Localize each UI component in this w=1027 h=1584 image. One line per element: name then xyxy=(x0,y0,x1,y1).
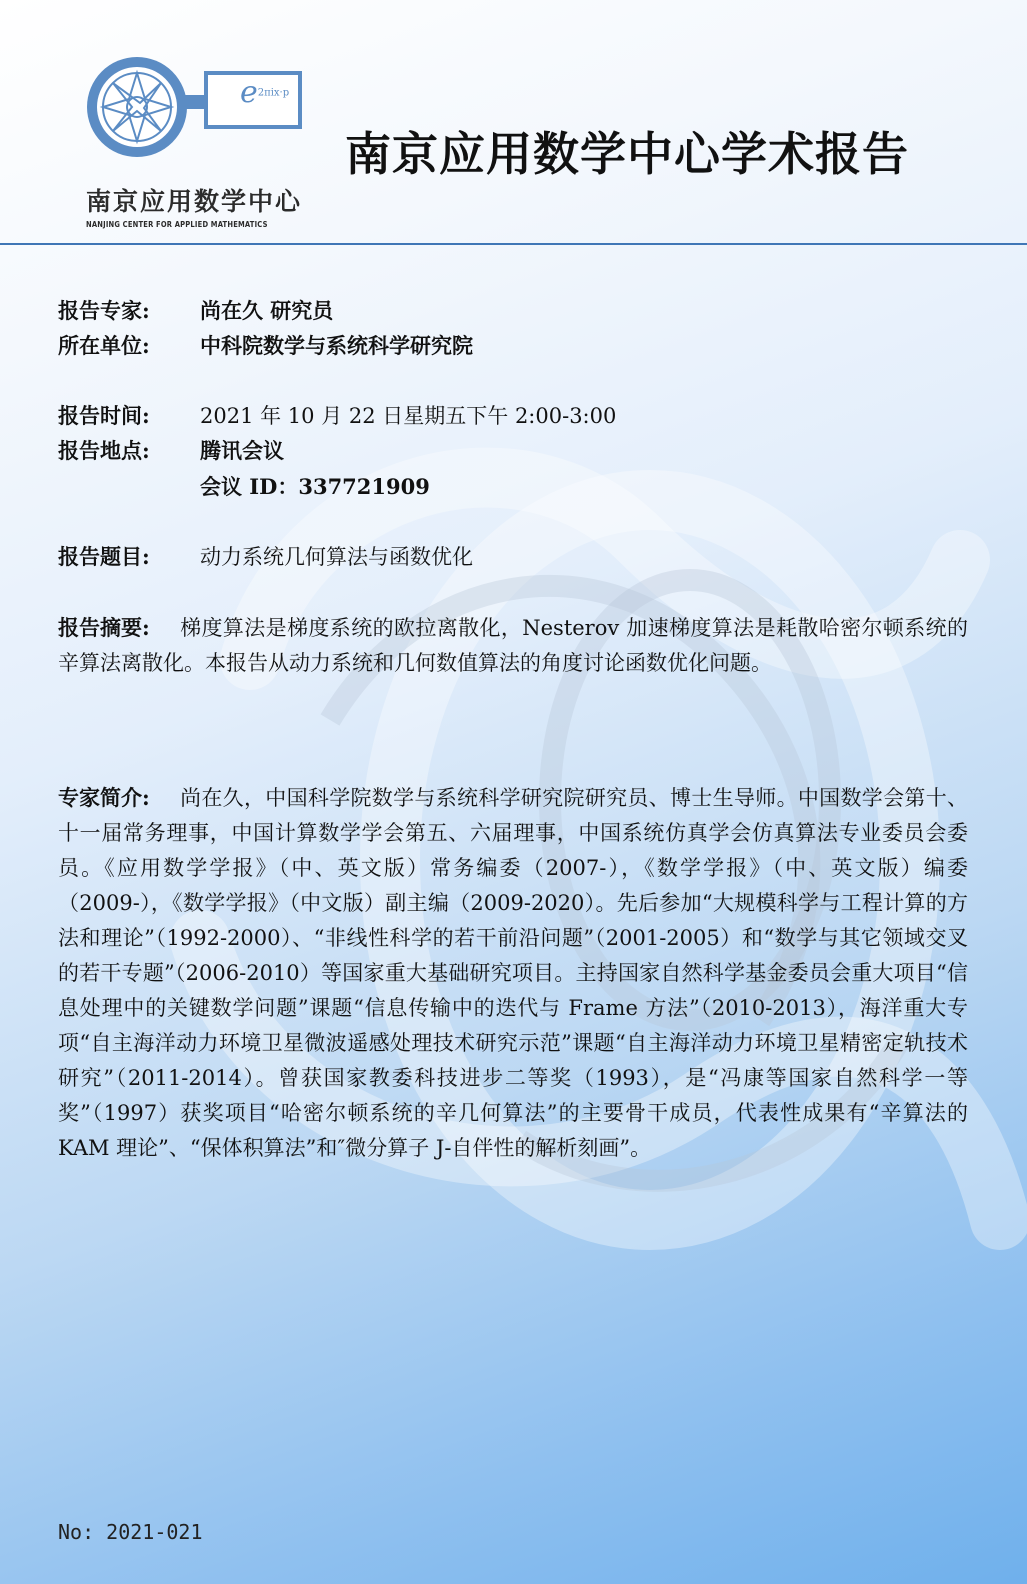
speaker-value: 尚在久 研究员 xyxy=(200,298,334,323)
place-value: 腾讯会议 xyxy=(200,438,284,463)
speaker-label: 报告专家: xyxy=(58,298,150,323)
topic-label: 报告题目: xyxy=(58,544,150,569)
document-number: No: 2021-021 xyxy=(58,1520,203,1544)
unit-value: 中科院数学与系统科学研究院 xyxy=(200,333,473,358)
topic-value: 动力系统几何算法与函数优化 xyxy=(200,545,473,569)
logo-formula: $e^{2\pi ix\cdot p}$ xyxy=(240,75,290,110)
place-label: 报告地点: xyxy=(58,438,150,463)
logo-name-english: NANJING CENTER FOR APPLIED MATHEMATICS xyxy=(86,220,268,229)
place-row xyxy=(58,436,284,466)
meeting-id: 会议 ID：337721909 xyxy=(200,474,430,499)
abstract-text: 梯度算法是梯度系统的欧拉离散化，Nesterov 加速梯度算法是耗散哈密尔顿系统的辛算法离散化。本报告从动力系统和几何数值算法的角度讨论函数优化问题。 xyxy=(58,616,968,675)
time-label: 报告时间: xyxy=(58,403,150,428)
meeting-id-row xyxy=(58,472,430,502)
page-title: 南京应用数学中心学术报告 xyxy=(345,127,909,181)
logo-name-chinese: 南京应用数学中心 xyxy=(86,187,303,216)
topic-row xyxy=(58,542,473,572)
speaker-row xyxy=(58,296,333,326)
bio-label: 专家简介: xyxy=(58,785,150,810)
unit-row xyxy=(58,331,473,361)
bio-section xyxy=(58,780,968,1166)
abstract-label: 报告摘要: xyxy=(58,615,150,640)
unit-label: 所在单位: xyxy=(58,333,150,358)
time-row xyxy=(58,401,616,431)
bio-text: 尚在久，中国科学院数学与系统科学研究院研究员、博士生导师。中国数学会第十、十一届常务理事，中国计算数学学会第五、六届理事，中国系统仿真学会仿真算法专业委员会委员。《应用数学学报》（中、英文版）常务编委（2007-），《数学学报》（中、英文版）编委（2009-），《数学学报》（中文版）副主编（2009-2020）。先后参加“大规模科学与工程计算的方法和理论”（1992-2000）、“非线性科学的若干前沿问题”（2001-2005）和“数学与其它领域交叉的若干专题”（2006-2010）等国家重大基础研究项目。主持国家自然科学基金委员会重大项目“信息处理中的关键数学问题”课题“信息传输中的迭代与 Frame 方法”（2010-2013），海洋重大专项“自主海洋动力环境卫星微波遥感处理技术研究示范”课题“自主海洋动力环境卫星精密定轨技术研究”（2011-2014）。曾获国家教委科技进步二等奖（1993），是“冯康等国家自然科学一等奖”（1997）获奖项目“哈密尔顿系统的辛几何算法”的主要骨干成员，代表性成果有“辛算法的 KAM 理论”、“保体积算法”和″微分算子 J-自伴性的解析刻画”。 xyxy=(58,786,968,1160)
time-value: 2021 年 10 月 22 日星期五下午 2:00-3:00 xyxy=(200,404,617,428)
abstract-section xyxy=(58,610,968,681)
